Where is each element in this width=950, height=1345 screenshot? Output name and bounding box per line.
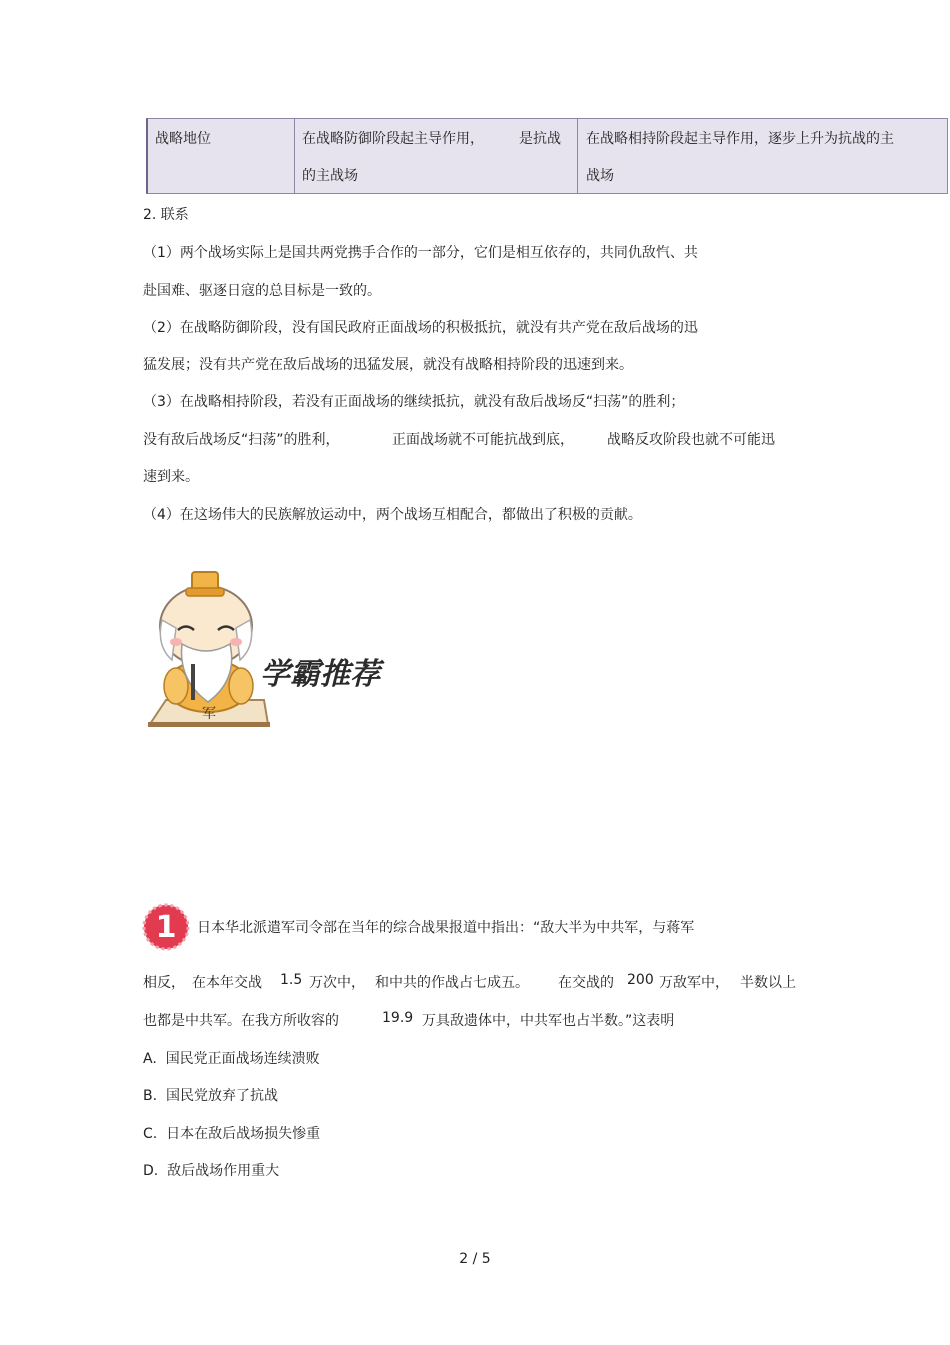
paragraph-line: 战略反攻阶段也就不可能迅 — [607, 432, 775, 448]
option-key: C. — [143, 1126, 158, 1142]
option-text: 日本在敌后战场损失惨重 — [166, 1126, 321, 1142]
scholar-mascot-banner — [146, 568, 406, 734]
question-stem-line: 万敌军中， — [659, 975, 729, 991]
option-b — [143, 1085, 278, 1105]
question-number-badge — [142, 903, 190, 951]
paragraph-line: （3）在战略相持阶段，若没有正面战场的继续抵抗，就没有敌后战场反“扫荡”的胜利； — [143, 394, 685, 410]
page-number: 2 / 5 — [459, 1251, 491, 1267]
table-cell-text: 在战略防御阶段起主导作用， — [302, 131, 484, 147]
option-key: B. — [143, 1088, 158, 1104]
question-number: 1 — [155, 910, 177, 945]
paragraph-line: 没有敌后战场反“扫荡”的胜利， — [143, 432, 340, 448]
question-stem-line: 万次中， — [309, 975, 365, 991]
table-cell-label — [148, 119, 295, 193]
option-key: D. — [143, 1163, 159, 1179]
option-text: 国民党正面战场连续溃败 — [165, 1051, 320, 1067]
question-stem-line: 万具敌遗体中，中共军也占半数。”这表明 — [422, 1013, 675, 1029]
paragraph-line: 正面战场就不可能抗战到底， — [392, 432, 574, 448]
paragraph-line: （1）两个战场实际上是国共两党携手合作的一部分，它们是相互依存的，共同仇敌忾、共 — [143, 245, 698, 261]
option-text: 国民党放弃了抗战 — [165, 1088, 278, 1104]
question-stem-line: 200 — [627, 972, 654, 988]
question-stem-line: 相反， — [143, 975, 185, 991]
scroll-char: 军 — [202, 706, 216, 722]
question-stem-line: 日本华北派遣军司令部在当年的综合战果报道中指出：“敌大半为中共军，与蒋军 — [197, 920, 695, 936]
table-cell-ccp — [578, 119, 948, 193]
paragraph-line: 速到来。 — [143, 469, 199, 485]
question-stem-line: 在本年交战 — [192, 975, 262, 991]
question-stem-line: 也都是中共军。在我方所收容的 — [143, 1013, 339, 1029]
option-d — [143, 1160, 279, 1180]
table-cell-kmt — [295, 119, 578, 193]
option-key: A. — [143, 1051, 157, 1067]
paragraph-line: （2）在战略防御阶段，没有国民政府正面战场的积极抵抗，就没有共产党在敌后战场的迅 — [143, 320, 698, 336]
question-stem-line: 1.5 — [280, 972, 303, 988]
section-heading: 2. 联系 — [143, 207, 189, 223]
table-cell-text: 战场 — [586, 168, 614, 184]
comparison-table — [146, 118, 948, 194]
banner-title: 学霸推荐 — [260, 657, 380, 692]
option-a — [143, 1048, 320, 1068]
question-stem-line: 在交战的 — [558, 975, 614, 991]
paragraph-line: （4）在这场伟大的民族解放运动中，两个战场互相配合，都做出了积极的贡献。 — [143, 507, 642, 523]
question-stem-line: 半数以上 — [740, 975, 796, 991]
table-cell-text: 的主战场 — [302, 168, 358, 184]
option-c — [143, 1123, 320, 1143]
paragraph-line: 猛发展；没有共产党在敌后战场的迅猛发展，就没有战略相持阶段的迅速到来。 — [143, 357, 633, 373]
paragraph-line: 赴国难、驱逐日寇的总目标是一致的。 — [143, 283, 381, 299]
number-badge-icon — [142, 903, 190, 951]
table-cell-text: 是抗战 — [519, 131, 561, 147]
question-stem-line: 和中共的作战占七成五。 — [375, 975, 529, 991]
question-stem-line: 19.9 — [382, 1010, 414, 1026]
table-row-label: 战略地位 — [155, 131, 211, 147]
option-text: 敌后战场作用重大 — [167, 1163, 280, 1179]
scholar-mascot-icon — [146, 568, 406, 734]
table-cell-text: 在战略相持阶段起主导作用，逐步上升为抗战的主 — [586, 131, 894, 147]
